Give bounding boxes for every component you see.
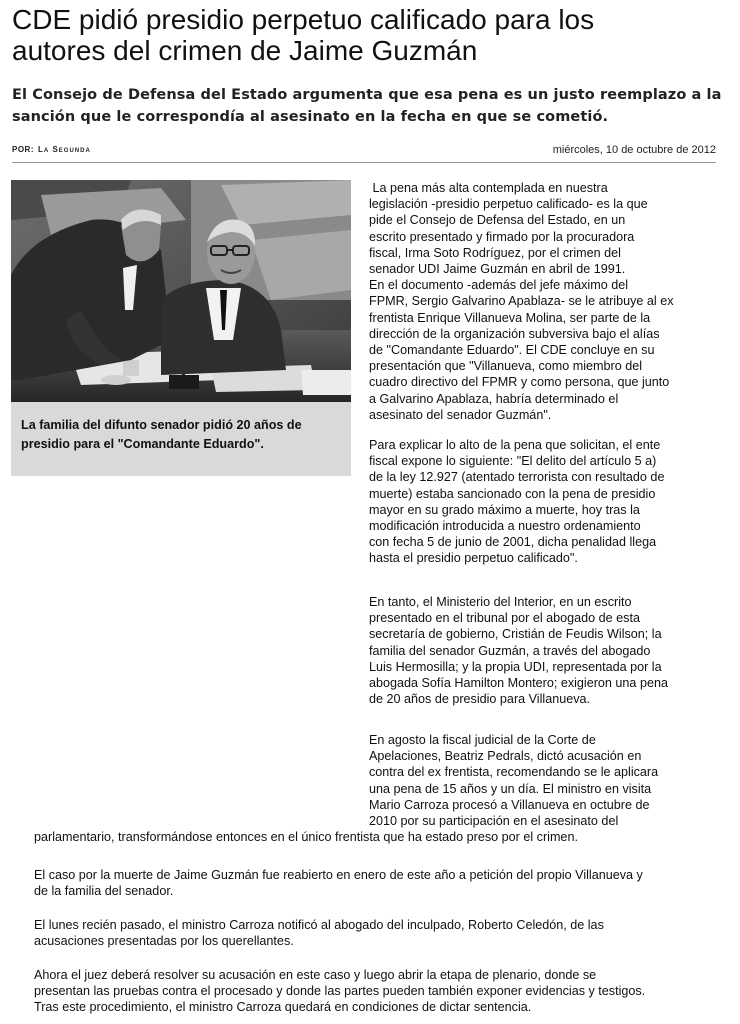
text-line: Luis Hermosilla; y la propia UDI, representada por la <box>369 659 662 674</box>
headline-line: CDE pidió presidio perpetuo calificado para los <box>12 4 595 35</box>
publication-date: miércoles, 10 de octubre de 2012 <box>552 144 716 156</box>
text-line: con fecha 5 de junio de 2001, dicha penalidad llega <box>369 535 657 550</box>
body-paragraph-6 <box>34 917 724 949</box>
text-line: presentación que "Villanueva, como miembro del <box>369 359 643 374</box>
body-paragraph-4 <box>369 732 719 829</box>
photo-caption <box>21 416 341 454</box>
text-line: Ahora el juez deberá resolver su acusación en este caso y luego abrir la etapa de plenario, donde se <box>34 968 597 982</box>
body-paragraph-5 <box>34 867 724 899</box>
text-line: El lunes recién pasado, el ministro Carroza notificó al abogado del inculpado, Roberto Celedón, de las <box>34 918 604 932</box>
text-line: senador UDI Jaime Guzmán en abril de 1991. <box>369 262 626 277</box>
text-line: parlamentario, transformándose entonces en el único frentista que ha estado preso por el crimen. <box>34 830 578 844</box>
byline-label: POR: <box>12 145 34 154</box>
text-line: contra del ex frentista, recomendando se le aplicara <box>369 765 659 780</box>
lead-line: sanción que le correspondía al asesinato en la fecha en que se cometió. <box>12 109 609 125</box>
lead-line: El Consejo de Defensa del Estado argumenta que esa pena es un justo reemplazo a la <box>12 87 722 103</box>
text-line: fiscal expone lo siguiente: "El delito del artículo 5 a) <box>369 454 657 469</box>
text-line: dirección de la organización subversiva bajo el alías <box>369 326 660 341</box>
text-line: de "Comandante Eduardo". El CDE concluye en su <box>369 343 655 358</box>
body-paragraph-3 <box>369 594 719 707</box>
text-line: hasta el presidio perpetuo calificado". <box>369 551 578 566</box>
body-paragraph-2 <box>369 437 719 567</box>
body-paragraph-7 <box>34 967 724 1016</box>
article-headline <box>12 4 732 66</box>
text-line: FPMR, Sergio Galvarino Apablaza- se le atribuye al ex <box>369 294 674 309</box>
body-paragraph-1 <box>369 180 719 423</box>
text-line: presentan las pruebas contra el procesado y donde las partes pueden también exponer evidencias y testigos. <box>34 984 646 999</box>
text-line: legislación -presidio perpetuo calificado- es la que <box>369 197 648 212</box>
headline-line: autores del crimen de Jaime Guzmán <box>12 35 478 66</box>
text-line: El caso por la muerte de Jaime Guzmán fue reabierto en enero de este año a petición del propio Villanueva y <box>34 868 643 882</box>
text-line: a Galvarino Apablaza, habría determinado el <box>369 391 619 406</box>
text-line: de 20 años de presidio para Villanueva. <box>369 692 591 707</box>
text-line: mayor en su grado máximo a muerte, hoy tras la <box>369 502 640 517</box>
text-line: En el documento -además del jefe máximo del <box>369 278 629 293</box>
text-line: pide el Consejo de Defensa del Estado, en un <box>369 213 626 228</box>
text-line: Mario Carroza procesó a Villanueva en octubre de <box>369 797 650 812</box>
byline <box>12 144 716 163</box>
text-line: 2010 por su participación en el asesinato del <box>369 814 619 829</box>
text-line: cuadro directivo del FPMR y como persona, que junto <box>369 375 670 390</box>
article-lead <box>12 84 728 128</box>
text-line: familia del senador Guzmán, a través del abogado <box>369 643 651 658</box>
text-line: de la familia del senador. <box>34 884 174 899</box>
text-line: de la ley 12.927 (atentado terrorista con resultado de <box>369 470 665 485</box>
text-line: Tras este procedimiento, el ministro Carroza quedará en condiciones de dictar sentencia. <box>34 1000 532 1015</box>
article-photo <box>11 180 351 402</box>
text-line: abogada Sofía Hamilton Montero; exigieron una pena <box>369 676 668 691</box>
text-line: secretaría de gobierno, Cristián de Feudis Wilson; la <box>369 627 662 642</box>
text-line: En agosto la fiscal judicial de la Corte de <box>369 733 596 747</box>
text-line: muerte) estaba sancionado con la pena de presidio <box>369 486 656 501</box>
text-line: modificación introducida a nuestro ordenamiento <box>369 519 641 534</box>
text-line: Apelaciones, Beatriz Pedrals, dictó acusación en <box>369 749 642 764</box>
text-line: La pena más alta contemplada en nuestra <box>369 181 608 195</box>
text-line: asesinato del senador Guzmán". <box>369 407 552 422</box>
text-line: acusaciones presentadas por los querellantes. <box>34 934 294 949</box>
text-line: En tanto, el Ministerio del Interior, en un escrito <box>369 595 632 609</box>
text-line: escrito presentado y firmado por la procuradora <box>369 229 635 244</box>
caption-line: presidio para el "Comandante Eduardo". <box>21 437 264 451</box>
text-line: presentado en el tribunal por el abogado de esta <box>369 611 640 626</box>
text-line: frentista Enrique Villanueva Molina, ser parte de la <box>369 310 651 325</box>
text-line: una pena de 15 años y un día. El ministro en visita <box>369 781 652 796</box>
caption-line: La familia del difunto senador pidió 20 años de <box>21 418 302 432</box>
text-line: Para explicar lo alto de la pena que solicitan, el ente <box>369 438 661 452</box>
body-paragraph-4-continued <box>34 829 724 845</box>
byline-source: La Segunda <box>38 145 91 154</box>
article-figure <box>11 180 351 476</box>
text-line: fiscal, Irma Soto Rodríguez, por el crimen del <box>369 245 621 260</box>
